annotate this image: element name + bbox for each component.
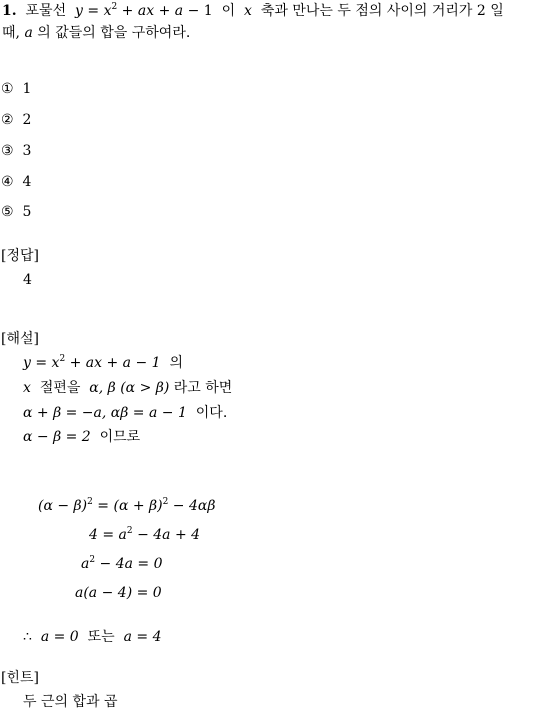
equation-4 — [75, 584, 162, 602]
math-a: a — [174, 3, 184, 19]
math-exp: 2 — [126, 526, 133, 536]
solution-text: 의 — [169, 355, 184, 371]
question-text: 포물선 — [25, 3, 67, 19]
solution-text: 이다. — [195, 405, 228, 421]
question-text: 축과 만나는 두 점의 사이의 거리가 2 일 — [260, 3, 504, 19]
choice-4[interactable] — [1, 173, 31, 191]
math-op: + — [121, 3, 134, 19]
question-number: 1. — [2, 3, 17, 19]
choice-value: 2 — [22, 112, 32, 128]
math-exp: 2 — [111, 2, 118, 12]
math-exp: 2 — [59, 354, 66, 364]
math-one: 1 — [203, 3, 213, 19]
math-expr: a — [81, 556, 90, 572]
choice-mark: ③ — [1, 143, 14, 159]
choice-value: 1 — [22, 81, 32, 97]
math-op: − — [187, 3, 200, 19]
math-expr: − 4αβ — [172, 498, 216, 514]
solution-line-2 — [23, 379, 232, 397]
math-exp: 2 — [87, 497, 93, 507]
choice-mark: ④ — [1, 174, 14, 190]
equation-1 — [38, 497, 215, 515]
math-eq: = — [87, 3, 100, 19]
equation-3 — [81, 555, 163, 573]
solution-label: [해설] — [1, 331, 39, 347]
hint-text: 두 근의 합과 곱 — [23, 694, 118, 710]
choice-3[interactable] — [1, 142, 31, 160]
math-op: + — [158, 3, 171, 19]
math-beta: β — [107, 380, 116, 396]
math-expr: a = 0 — [40, 629, 79, 645]
solution-line-4 — [23, 428, 140, 446]
choice-5[interactable] — [1, 203, 31, 221]
answer-value: 4 — [23, 272, 32, 288]
question-text: 이 — [221, 3, 236, 19]
choice-value: 5 — [22, 204, 32, 220]
math-a: a — [24, 25, 33, 41]
equation-2 — [89, 526, 200, 544]
solution-text: 라고 하면 — [173, 380, 233, 396]
hint-label: [힌트] — [1, 670, 39, 686]
choice-1[interactable] — [1, 80, 31, 98]
choice-mark: ② — [1, 112, 14, 128]
math-alpha: α, — [89, 380, 104, 396]
math-expr: − 4a + 4 — [137, 527, 201, 543]
solution-line-3 — [23, 404, 227, 422]
math-condition: (α > β) — [120, 380, 170, 396]
math-expr: αβ = a − 1 — [110, 405, 187, 421]
math-expr: a = 4 — [123, 629, 162, 645]
math-x: x — [103, 3, 112, 19]
question-text: 의 값들의 합을 구하여라. — [37, 25, 191, 41]
math-ax: ax — [137, 3, 155, 19]
choice-value: 4 — [22, 174, 32, 190]
math-exp: 2 — [89, 555, 96, 565]
math-expr: y = x — [23, 355, 60, 371]
math-expr: 4 = a — [89, 527, 127, 543]
math-expr: a(a − 4) = 0 — [75, 585, 162, 601]
solution-text: 이므로 — [99, 429, 141, 445]
choice-2[interactable] — [1, 111, 31, 129]
math-expr: − 4a = 0 — [99, 556, 163, 572]
choice-mark: ① — [1, 81, 14, 97]
math-x: x — [23, 380, 31, 396]
solution-line-1 — [23, 354, 183, 372]
therefore-symbol: ∴ — [23, 629, 32, 645]
math-expr: α + β = −a, — [23, 405, 107, 421]
choice-value: 3 — [22, 143, 32, 159]
math-expr: α − β = 2 — [23, 429, 91, 445]
math-exp: 2 — [162, 497, 169, 507]
math-expr: = (α + β) — [97, 498, 163, 514]
question-text: 때, — [2, 25, 20, 41]
solution-text: 절편을 — [39, 380, 81, 396]
math-expr: + ax + a − 1 — [69, 355, 161, 371]
question-line-2 — [2, 24, 190, 42]
math-expr: (α − β) — [38, 498, 88, 514]
solution-text: 또는 — [87, 629, 115, 645]
math-y: y — [75, 3, 83, 19]
math-x: x — [244, 3, 252, 19]
question-line-1 — [2, 2, 504, 20]
conclusion — [23, 628, 161, 646]
choice-mark: ⑤ — [1, 204, 14, 220]
answer-label: [정답] — [1, 248, 39, 264]
